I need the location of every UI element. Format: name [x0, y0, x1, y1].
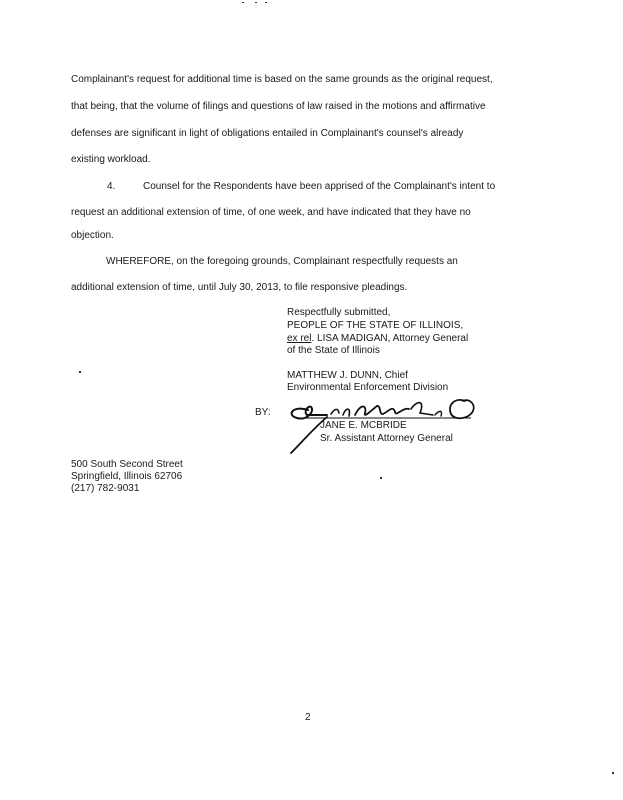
scan-speck [380, 477, 382, 479]
scan-speck [255, 2, 257, 3]
body-text-line: objection. [71, 230, 114, 241]
signature-block-line: of the State of Illinois [287, 345, 380, 356]
body-text-line: Complainant's request for additional time is based on the same grounds as the original request, [71, 74, 493, 85]
signature-block-line: PEOPLE OF THE STATE OF ILLINOIS, [287, 320, 464, 331]
signature-block-line [287, 333, 468, 345]
wherefore-line: additional extension of time, until July 30, 2013, to file responsive pleadings. [71, 282, 408, 293]
attorney-general-text: . LISA MADIGAN, Attorney General [311, 333, 469, 344]
scan-speck [242, 2, 244, 3]
signer-title: Sr. Assistant Attorney General [320, 433, 453, 444]
body-text-line: request an additional extension of time, of one week, and have indicated that they have no [71, 207, 471, 218]
by-label: BY: [255, 407, 271, 418]
wherefore-line: WHEREFORE, on the foregoing grounds, Complainant respectfully requests an [106, 256, 458, 267]
scan-speck [265, 2, 267, 3]
scan-speck [79, 371, 81, 373]
paragraph-number: 4. [107, 181, 116, 192]
address-street: 500 South Second Street [71, 459, 183, 470]
address-phone: (217) 782-9031 [71, 483, 140, 494]
scan-speck [612, 772, 614, 774]
page-number: 2 [305, 712, 311, 723]
ex-rel-text: ex rel [287, 333, 312, 344]
signer-name: JANE E. MCBRIDE [320, 420, 407, 431]
signature-block-line: Respectfully submitted, [287, 307, 391, 318]
body-text-line: that being, that the volume of filings and questions of law raised in the motions and affirmative [71, 101, 486, 112]
signature-block-line: MATTHEW J. DUNN, Chief [287, 370, 408, 381]
body-text-line: Counsel for the Respondents have been apprised of the Complainant's intent to [143, 181, 496, 192]
body-text-line: defenses are significant in light of obligations entailed in Complainant's counsel's already [71, 128, 464, 139]
signature-block-line: Environmental Enforcement Division [287, 382, 449, 393]
address-city: Springfield, Illinois 62706 [71, 471, 183, 482]
body-text-line: existing workload. [71, 154, 151, 165]
